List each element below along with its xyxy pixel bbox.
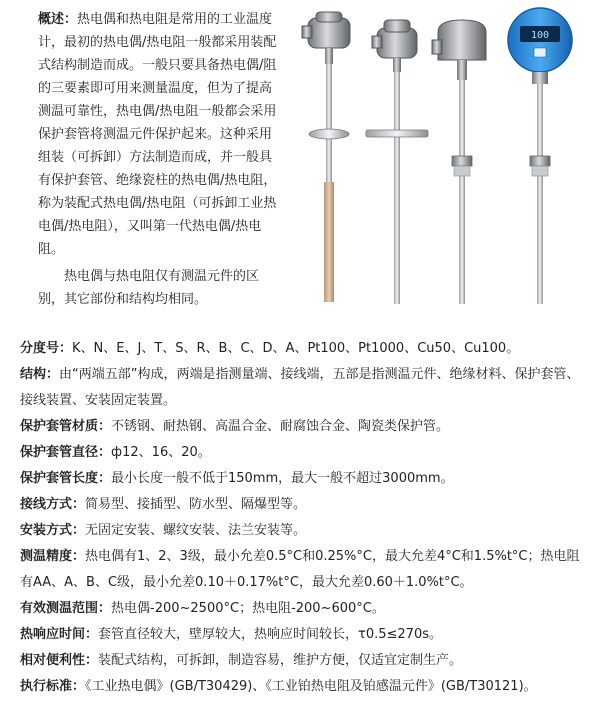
overview-paragraph-1 [38, 8, 284, 261]
spec-sheath-diameter [20, 440, 592, 466]
spec-key: 保护套管材质： [20, 419, 112, 434]
spec-key: 有效测温范围： [20, 601, 112, 616]
spec-key: 相对便利性： [20, 653, 99, 668]
spec-key: 分度号： [20, 341, 73, 356]
spec-value: K、N、E、J、T、S、R、B、C、D、A、Pt100、Pt1000、Cu50、Cu100。 [72, 341, 520, 356]
overview-text: 热电偶和热电阻是常用的工业温度计，最初的热电偶/热电阻一般都采用装配式结构制造而成。一般只要具备热电偶/阻的三要素即可用来测量温度，但为了提高测温可靠性，热电偶/热电阻一般都会采用保护套管将测温元件保护起来。这种采用组装（可拆卸）方法制造而成，并一般具有保护套管、绝缘瓷柱的热电偶/热电阻，称为装配式热电偶/热电阻（可拆卸工业热电偶/热电阻），又叫第一代热电偶/热电阻。 [38, 12, 277, 257]
product-images [292, 4, 592, 310]
spec-key: 保护套管直径： [20, 445, 112, 460]
spec-key: 测温精度： [20, 549, 86, 564]
overview-section [38, 8, 284, 311]
spec-value: 最小长度一般不低于150mm，最大一般不超过3000mm。 [111, 471, 454, 486]
spec-key: 接线方式： [20, 497, 86, 512]
spec-structure [20, 362, 592, 414]
spec-graduation [20, 336, 592, 362]
spec-key: 执行标准： [20, 679, 86, 694]
specifications-list [20, 336, 592, 700]
spec-value: 热电偶-200~2500°C；热电阻-200~600°C。 [111, 601, 385, 616]
spec-value: 无固定安装、螺纹安装、法兰安装等。 [85, 523, 307, 538]
spec-key: 热响应时间： [20, 627, 99, 642]
spec-value: ф12、16、20。 [111, 445, 211, 460]
spec-convenience [20, 648, 592, 674]
thermocouple-flange-sensor [366, 20, 428, 304]
overview-label: 概述： [38, 12, 78, 27]
spec-key: 安装方式： [20, 523, 86, 538]
overview-paragraph-2: 热电偶与热电阻仅有测温元件的区别，其它部份和结构均相同。 [38, 269, 260, 307]
display-readout: 100 [530, 30, 550, 41]
spec-value: 《工业热电偶》(GB/T30429)、《工业铂热电阻及铂感温元件》(GB/T30121)。 [85, 679, 537, 694]
thermocouple-ceramic-sensor [302, 12, 350, 302]
spec-value: 由“两端五部”构成，两端是指测量端、接线端，五部是指测温元件、绝缘材料、保护套管、接线装置、安装固定装置。 [20, 367, 580, 408]
spec-value: 不锈钢、耐热钢、高温合金、耐腐蚀合金、陶瓷类保护管。 [111, 419, 450, 434]
spec-wiring [20, 492, 592, 518]
spec-range [20, 596, 592, 622]
spec-accuracy [20, 544, 592, 596]
spec-standard [20, 674, 592, 700]
spec-key: 结构： [20, 367, 60, 382]
spec-value: 简易型、接插型、防水型、隔爆型等。 [85, 497, 307, 512]
spec-key: 保护套管长度： [20, 471, 112, 486]
spec-sheath-material [20, 414, 592, 440]
spec-installation [20, 518, 592, 544]
thermocouple-threaded-sensor [432, 20, 486, 304]
spec-sheath-length [20, 466, 592, 492]
thermocouple-display-transmitter [508, 8, 572, 304]
spec-value: 套管直径较大，壁厚较大，热响应时间较长，τ0.5≤270s。 [98, 627, 442, 642]
spec-response-time [20, 622, 592, 648]
spec-value: 热电偶有1、2、3级，最小允差0.5°C和0.25%°C，最大允差4°C和1.5%t°C；热电阻有AA、A、B、C级，最小允差0.10＋0.17%t°C，最大允差0.60＋1.0%t°C。 [20, 549, 580, 590]
spec-value: 装配式结构，可拆卸，制造容易，维护方便，仅适宜定制生产。 [98, 653, 463, 668]
